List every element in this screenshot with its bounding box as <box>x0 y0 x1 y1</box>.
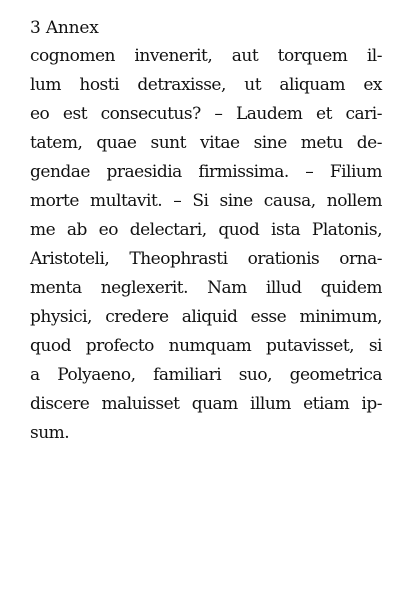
document-page <box>30 16 382 448</box>
body-paragraph <box>30 42 382 448</box>
paragraph-line: eo est consecutus? – Laudem et cari- <box>30 104 382 124</box>
paragraph-line: lum hosti detraxisse, ut aliquam ex <box>30 75 382 95</box>
paragraph-line: gendae praesidia firmissima. – Filium <box>30 162 382 182</box>
paragraph-line: tatem, quae sunt vitae sine metu de- <box>30 133 382 153</box>
paragraph-line: morte multavit. – Si sine causa, nollem <box>30 191 382 211</box>
paragraph-line: Aristoteli, Theophrasti orationis orna- <box>30 249 382 269</box>
paragraph-line: a Polyaeno, familiari suo, geometrica <box>30 365 382 385</box>
paragraph-line: physici, credere aliquid esse minimum, <box>30 307 382 327</box>
paragraph-line: me ab eo delectari, quod ista Platonis, <box>30 220 382 240</box>
paragraph-line: cognomen invenerit, aut torquem il- <box>30 46 382 66</box>
paragraph-line: discere maluisset quam illum etiam ip- <box>30 394 382 414</box>
paragraph-line: quod profecto numquam putavisset, si <box>30 336 382 356</box>
section-title: Annex <box>45 18 99 38</box>
section-header <box>30 16 382 40</box>
paragraph-line: menta neglexerit. Nam illud quidem <box>30 278 382 298</box>
section-number: 3 <box>30 18 41 38</box>
paragraph-line: sum. <box>30 423 70 443</box>
